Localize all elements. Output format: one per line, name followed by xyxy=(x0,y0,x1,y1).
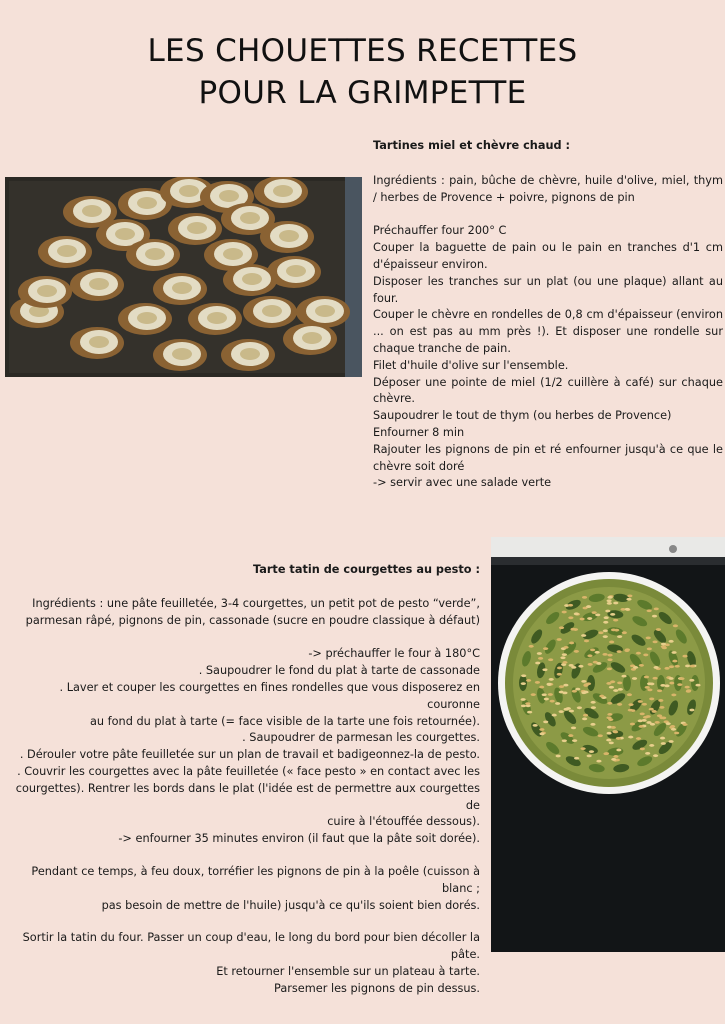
page-title-line-1: LES CHOUETTES RECETTES xyxy=(147,33,578,69)
step-text: Préchauffer four 200° C xyxy=(373,224,507,238)
ingredients-text xyxy=(4,596,480,630)
step-text: Rajouter les pignons de pin et ré enfourner jusqu'à ce que le chèvre soit doré xyxy=(373,442,723,473)
text-line: parmesan râpé, pignons de pin, cassonade (sucre en poudre classique à défaut) xyxy=(25,613,480,627)
step-text: Saupoudrer le tout de thym (ou herbes de Provence) xyxy=(373,409,672,423)
ingredients-text: Ingrédients : pain, bûche de chèvre, huile d'olive, miel, thym / herbes de Provence + poivre, pignons de pin xyxy=(373,173,723,204)
step-text: Couper le chèvre en rondelles de 0,8 cm d'épaisseur (environ ... on est pas au mm près !). Et disposer une rondelle sur chaque tranche de pain. xyxy=(373,308,723,355)
recipe-title: Tarte tatin de courgettes au pesto : xyxy=(252,563,480,576)
text-line: Et retourner l'ensemble sur un plateau à tarte. xyxy=(216,964,480,978)
text-line: pas besoin de mettre de l'huile) jusqu'à ce qu'ils soient bien dorés. xyxy=(101,898,480,912)
text-line: . Laver et couper les courgettes en fines rondelles que vous disposerez en couronne xyxy=(59,680,480,711)
step-text: Enfourner 8 min xyxy=(373,425,465,439)
tarte-tatin-photo xyxy=(491,537,725,952)
final-paragraph xyxy=(4,930,480,997)
step-text: -> servir avec une salade verte xyxy=(373,476,552,490)
text-line: . Dérouler votre pâte feuilletée sur un plan de travail et badigeonnez-la de pesto. xyxy=(19,748,480,762)
step-text: Couper la baguette de pain ou le pain en tranches d'1 cm d'épaisseur environ. xyxy=(373,241,723,271)
text-line: -> préchauffer le four à 180°C xyxy=(308,647,480,661)
recipe-title: Tartines miel et chèvre chaud : xyxy=(373,139,571,152)
step-text: Déposer une pointe de miel (1/2 cuillère à café) sur chaque chèvre. xyxy=(373,375,723,406)
text-line: cuire à l'étouffée dessous). xyxy=(327,815,480,829)
text-line: Pendant ce temps, à feu doux, torréfier les pignons de pin à la poêle (cuisson à blanc ; xyxy=(31,864,480,895)
recipe-tarte-tatin xyxy=(4,562,480,998)
recipe-tartines xyxy=(373,138,723,492)
text-line: . Saupoudrer le fond du plat à tarte de cassonade xyxy=(198,664,480,678)
pignons-paragraph xyxy=(4,864,480,914)
text-line: Parsemer les pignons de pin dessus. xyxy=(274,981,480,995)
text-line: -> enfourner 35 minutes environ (il faut que la pâte soit dorée). xyxy=(118,832,480,846)
step-text: Disposer les tranches sur un plat (ou une plaque) allant au four. xyxy=(373,274,723,305)
page-title xyxy=(0,30,725,114)
page-title-line-2: POUR LA GRIMPETTE xyxy=(198,75,527,111)
text-line: au fond du plat à tarte (= face visible de la tarte une fois retournée). xyxy=(89,714,480,728)
goat-cheese-toasts-photo xyxy=(5,177,362,377)
text-line: . Couvrir les courgettes avec la pâte feuilletée (« face pesto » en contact avec les xyxy=(17,764,480,778)
text-line: Sortir la tatin du four. Passer un coup d'eau, le long du bord pour bien décoller la pâte. xyxy=(22,931,480,962)
step-text: Filet d'huile d'olive sur l'ensemble. xyxy=(373,358,569,372)
text-line: courgettes). Rentrer les bords dans le plat (l'idée est de permettre aux courgettes de xyxy=(15,781,480,812)
text-line: Ingrédients : une pâte feuilletée, 3-4 courgettes, un petit pot de pesto “verde”, xyxy=(32,596,480,610)
text-line: . Saupoudrer de parmesan les courgettes. xyxy=(242,731,480,745)
